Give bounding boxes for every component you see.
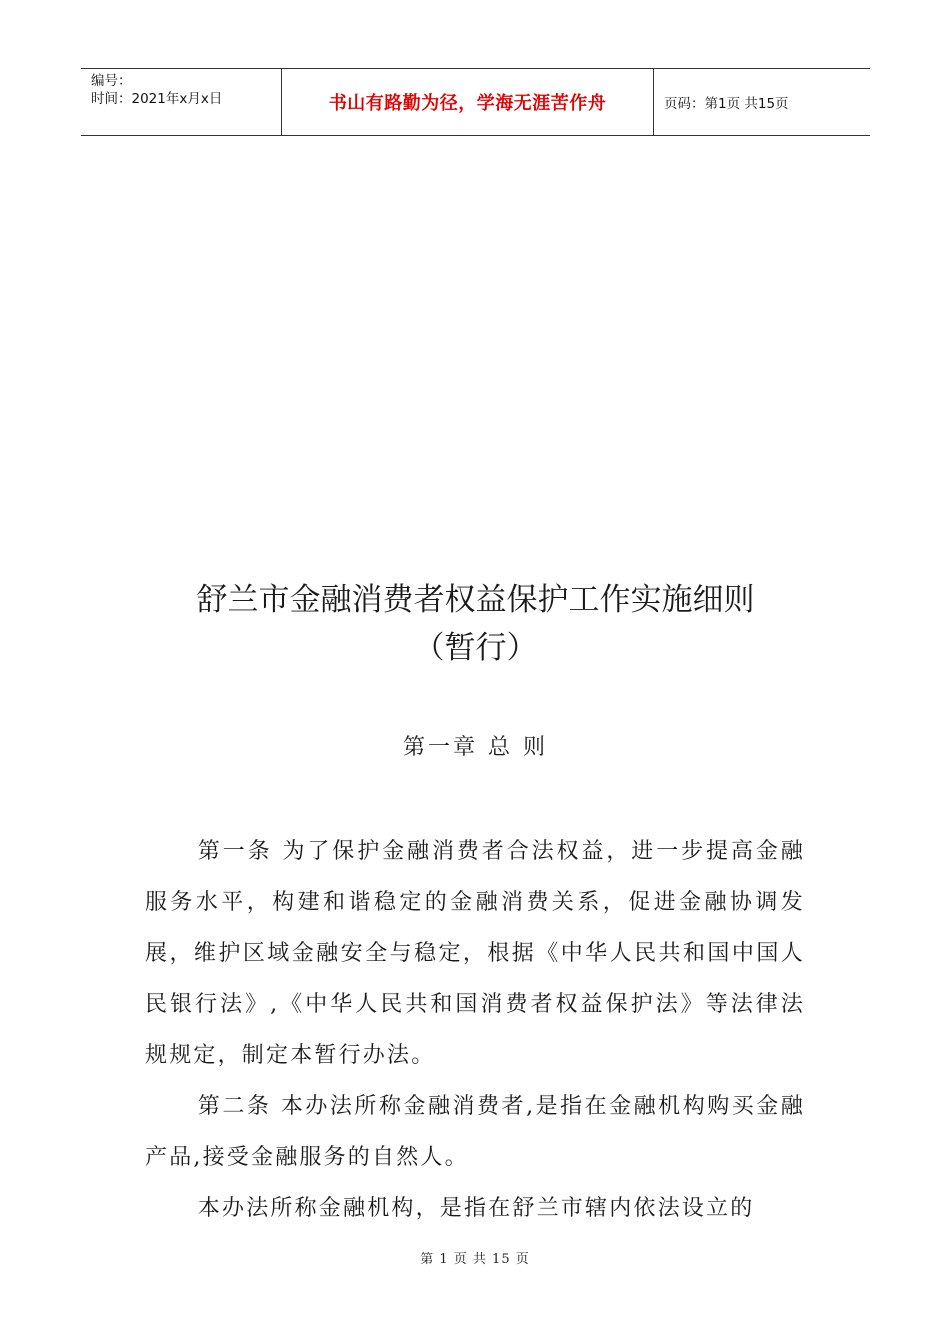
time-label: 时间：2021年x月x日 <box>91 91 223 107</box>
header-page-info: 页码：第1页 共15页 <box>664 96 789 112</box>
chapter-heading: 第一章 总 则 <box>403 735 548 760</box>
header-meta <box>81 69 282 135</box>
paragraph-article-2-cont: 本办法所称金融机构，是指在舒兰市辖内依法设立的 <box>197 1196 755 1221</box>
document-header <box>81 68 870 136</box>
page-footer: 第 1 页 共 15 页 <box>420 1252 530 1267</box>
paragraph-article-1: 第一条 为了保护金融消费者合法权益，进一步提高金融服务水平，构建和谐稳定的金融消费关系，促进金融协调发展，维护区域金融安全与稳定，根据《中华人民共和国中国人民银行法》,《中华人民共和国消费者权益保护法》等法律法规规定，制定本暂行办法。 <box>145 839 805 1068</box>
document-subtitle: （暂行） <box>413 630 538 666</box>
document-title: 舒兰市金融消费者权益保护工作实施细则 <box>196 582 755 618</box>
header-motto: 书山有路勤为径，学海无涯苦作舟 <box>282 69 654 135</box>
code-label: 编号： <box>91 73 132 89</box>
document-body <box>145 826 805 1234</box>
paragraph-article-2: 第二条 本办法所称金融消费者,是指在金融机构购买金融产品,接受金融服务的自然人。 <box>145 1094 805 1170</box>
